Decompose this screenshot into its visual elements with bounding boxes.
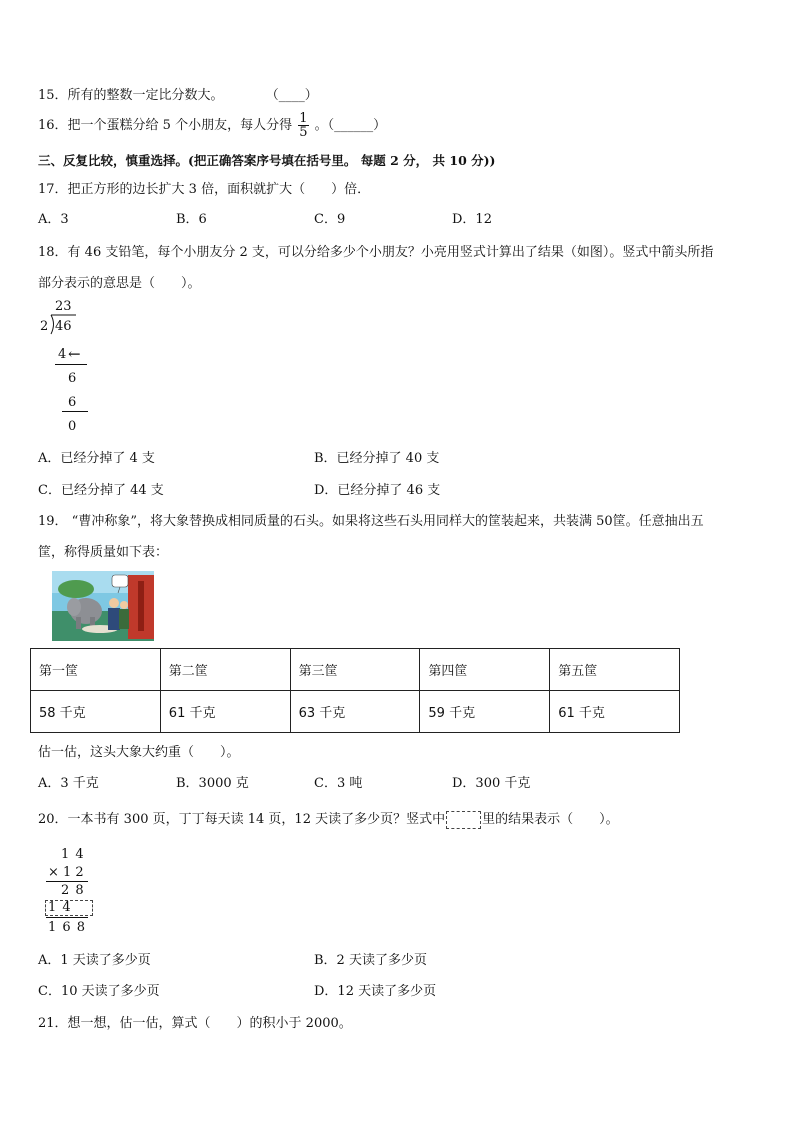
- q20-option-a[interactable]: A．1 天读了多少页: [38, 953, 151, 968]
- question-15-blank: （____）: [265, 88, 318, 103]
- division-step-2: 6: [68, 371, 77, 386]
- multiplication-row-2: × 1 2: [48, 865, 84, 880]
- table-row: [31, 691, 680, 733]
- question-21-text: 21．想一想，估一估，算式（ ）的积小于 2000。: [38, 1016, 352, 1031]
- multiplication-row-4-highlighted: 1 4: [45, 900, 93, 916]
- q18-option-d[interactable]: D．已经分掉了 46 支: [314, 483, 441, 498]
- q19-option-b[interactable]: B．3000 克: [176, 776, 249, 791]
- multiplication-row-5: 1 6 8: [48, 920, 87, 935]
- question-15-text: 15．所有的整数一定比分数大。: [38, 88, 224, 103]
- table-cell: 63 千克: [290, 691, 420, 733]
- question-20: [38, 808, 619, 829]
- table-header-cell: 第四筐: [420, 649, 550, 691]
- question-18-line-1: 18．有 46 支铅笔，每个小朋友分 2 支，可以分给多少个小朋友？小亮用竖式计算出了结果（如图）。竖式中箭头所指: [38, 245, 714, 260]
- table-cell: 61 千克: [160, 691, 290, 733]
- dashed-box-icon: [446, 811, 481, 829]
- multiplication-row-3: 2 8: [61, 883, 85, 898]
- q17-option-b[interactable]: B．6: [176, 212, 207, 227]
- table-cell: 59 千克: [420, 691, 550, 733]
- table-header-cell: 第五筐: [550, 649, 680, 691]
- question-19-line-1: 19． “曹冲称象”，将大象替换成相同质量的石头。如果将这些石头用同样大的筐装起来，共装满 50筐。任意抽出五: [38, 514, 704, 529]
- multiplication-rule-1: [46, 881, 88, 882]
- division-quotient: 23: [55, 299, 72, 314]
- question-15: [38, 84, 318, 103]
- table-cell: 61 千克: [550, 691, 680, 733]
- question-19-line-2: 筐，称得质量如下表：: [38, 545, 169, 560]
- fraction-numerator: 1: [299, 111, 308, 126]
- question-17-text: 17．把正方形的边长扩大 3 倍，面积就扩大（ ）倍．: [38, 182, 371, 197]
- question-20-prefix: 20．一本书有 300 页，丁丁每天读 14 页，12 天读了多少页？竖式中: [38, 812, 446, 827]
- q17-option-a[interactable]: A．3: [38, 212, 69, 227]
- fraction-one-fifth: [298, 112, 308, 139]
- multiplication-rule-2: [46, 917, 88, 918]
- question-16-suffix: 。（______）: [314, 118, 387, 133]
- division-remainder: 0: [68, 419, 77, 434]
- table-header-cell: 第三筐: [290, 649, 420, 691]
- q18-option-c[interactable]: C．已经分掉了 44 支: [38, 483, 164, 498]
- division-dividend: 46: [55, 319, 72, 334]
- q18-option-b[interactable]: B．已经分掉了 40 支: [314, 451, 440, 466]
- division-step-3: 6: [68, 395, 77, 410]
- division-divisor: 2: [40, 319, 49, 334]
- table-header-row: [31, 649, 680, 691]
- q20-option-d[interactable]: D．12 天读了多少页: [314, 984, 437, 999]
- q20-option-c[interactable]: C．10 天读了多少页: [38, 984, 160, 999]
- arrow-left-icon: ←: [68, 345, 81, 363]
- multiplication-row-1: 1 4: [61, 847, 85, 862]
- division-step-1: 4: [58, 347, 67, 362]
- question-20-suffix: 里的结果表示（ ）。: [482, 812, 619, 827]
- table-cell: 58 千克: [31, 691, 161, 733]
- section-3-title: 三、反复比较，慎重选择。(把正确答案序号填在括号里。 每题 2 分， 共 10 分)): [38, 153, 496, 168]
- q20-option-b[interactable]: B．2 天读了多少页: [314, 953, 427, 968]
- division-rule-2: [62, 411, 88, 412]
- q19-option-c[interactable]: C．3 吨: [314, 776, 363, 791]
- q17-option-d[interactable]: D．12: [452, 212, 492, 227]
- q17-option-c[interactable]: C．9: [314, 212, 346, 227]
- q19-option-a[interactable]: A．3 千克: [38, 776, 99, 791]
- question-16: [38, 112, 386, 139]
- basket-weights-table: [30, 648, 680, 733]
- q19-option-d[interactable]: D．300 千克: [452, 776, 531, 791]
- table-header-cell: 第一筐: [31, 649, 161, 691]
- q18-option-a[interactable]: A．已经分掉了 4 支: [38, 451, 155, 466]
- elephant-weighing-illustration: [52, 571, 154, 641]
- fraction-denominator: 5: [299, 125, 308, 140]
- question-18-line-2: 部分表示的意思是（ ）。: [38, 276, 201, 291]
- table-header-cell: 第二筐: [160, 649, 290, 691]
- question-16-prefix: 16．把一个蛋糕分给 5 个小朋友，每人分得: [38, 118, 293, 133]
- division-rule-1: [55, 364, 87, 365]
- question-19-question: 估一估，这头大象大约重（ ）。: [38, 745, 240, 760]
